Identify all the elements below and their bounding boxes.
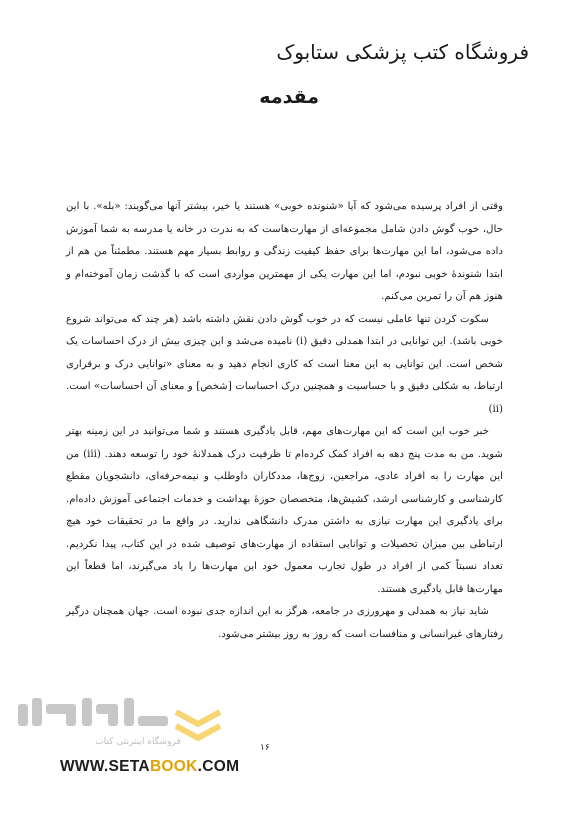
watermark-url-suffix: .COM: [197, 758, 240, 775]
paragraph: وقتی از افراد پرسیده می‌شود که آیا «شنونده خوبی» هستند یا خیر، بیشتر آنها می‌گویند: «بله». با این حال، خوب گوش دادن شامل مجموعه‌ای از مهارت‌هاست که به ندرت در خانه یا مدرسه به شما آموزش داده می‌شود، اما این مهارت‌ها برای حفظ کیفیت زندگی و روابط بسیار مهم هستند. مطمئناً من هم از ابتدا شنوندهٔ خوبی نبودم، اما این مهارت یکی از مهمترین مواردی است که با گذشت زمان آموخته‌ام و هنوز هم آن را تمرین می‌کنم.: [66, 201, 503, 302]
watermark-url-accent: BOOK: [149, 758, 198, 775]
watermark-url-prefix: WWW.SETA: [60, 758, 150, 775]
store-header-title: فروشگاه کتب پزشکی ستابوک: [276, 40, 529, 64]
page-number: ۱۶: [260, 743, 270, 753]
paragraph: خبر خوب این است که این مهارت‌های مهم، قابل یادگیری هستند و شما می‌توانید در این زمینه بهتر شوید. من به مدت پنج دهه به افراد کمک کرده‌ام تا ظرفیت درک همدلانهٔ خود را توسعه دهند. (iii) من این مهارت را به افراد عادی، مراجعین، زوج‌ها، مددکاران داوطلب و نیمه‌حرفه‌ای، دانشجویان مقطع کارشناسی و کارشناسی ارشد، کشیش‌ها، متخصصان حوزهٔ بهداشت و خدمات اجتماعی آموزش داده‌ام. برای یادگیری این مهارت نیازی به داشتن مدرک دانشگاهی ندارید. در واقع ما در تحقیقات خود هیچ ارتباطی بین میزان تحصیلات و توانایی استفاده از مهارت‌های توصیف شده در این کتاب، پیدا نکردیم. تعداد نسبتاً کمی از افراد در طول تجارب معمول خود این مهارت‌ها را یاد می‌گیرند، اما قطعاً این مهارت‌ها قابل یادگیری هستند.: [66, 426, 503, 595]
paragraph: شاید نیاز به همدلی و مهرورزی در جامعه، هرگز به این اندازه جدی نبوده است. جهان همچنان درگیر رفتارهای غیرانسانی و منافسات است که روز به روز بیشتر می‌شود.: [66, 606, 503, 640]
paragraph: سکوت کردن تنها عاملی نیست که در خوب گوش دادن نقش داشته باشد (هر چند که می‌تواند شروع خوبی باشد). این توانایی در ابتدا همدلی دقیق (i) نامیده می‌شد و این چیزی بیش از درک احساسات یک شخص است. این توانایی به این معنا است که کاری انجام دهید و به معنای «توانایی درک و برقراری ارتباط، به شکلی دقیق و با حساسیت و همچنین درک احساسات [شخص] و معنای آن احساسات» است. (ii): [66, 313, 503, 415]
watermark-logo-text: فروشگاه اینترنتی کتاب: [95, 737, 181, 747]
setabook-watermark-logo: [18, 690, 268, 750]
body-text: [66, 196, 503, 646]
watermark-url: [60, 758, 239, 776]
chapter-title: مقدمه: [259, 86, 319, 108]
